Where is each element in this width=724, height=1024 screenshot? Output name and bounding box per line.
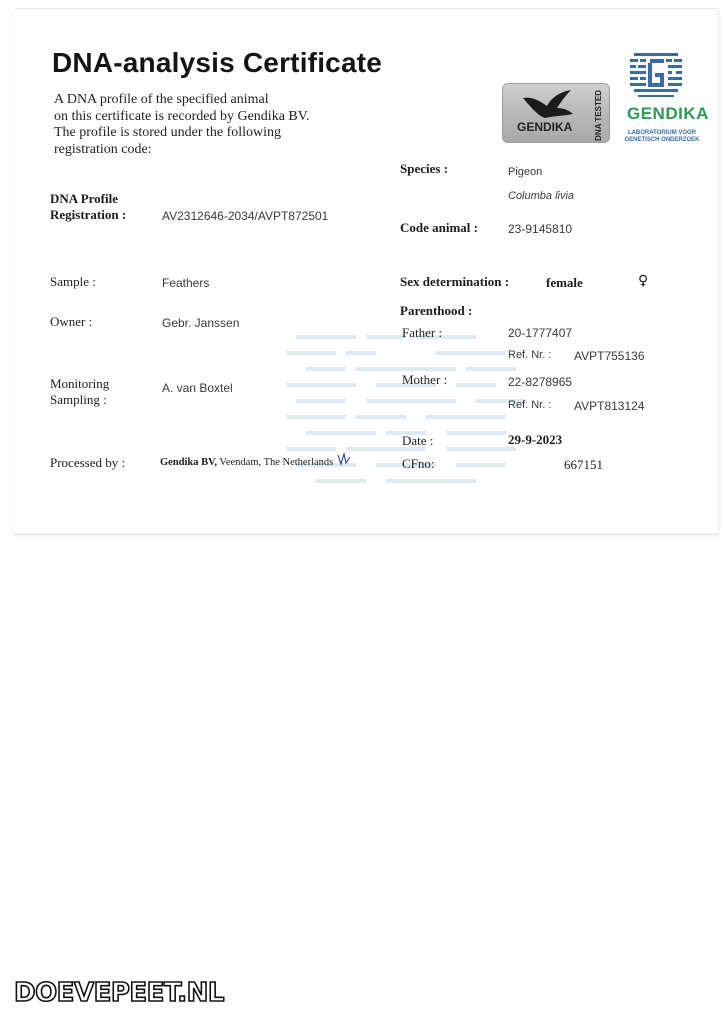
sample-value: Feathers (162, 276, 210, 290)
date-value: 29-9-2023 (508, 432, 563, 447)
processed-by-location: Veendam, The Netherlands (217, 457, 334, 468)
dna-tested-badge (502, 83, 610, 143)
logo-subtitle-line: GENETISCH ONDERZOEK (624, 137, 700, 143)
gendika-logo-subtitle (624, 130, 700, 144)
parenthood-label: Parenthood : (400, 303, 473, 318)
processed-by-company: Gendika BV, (160, 457, 217, 468)
monitoring-value: A. van Boxtel (162, 381, 233, 395)
sex-determination-label: Sex determination : (400, 274, 510, 289)
signature-mark (337, 451, 353, 467)
species-value: Pigeon (508, 166, 543, 178)
owner-value: Gebr. Janssen (162, 316, 240, 330)
gendika-logo-name: GENDIKA (627, 104, 709, 123)
certificate-card (14, 8, 719, 535)
father-ref-label: Ref. Nr. : (508, 349, 552, 361)
code-animal-value: 23-9145810 (508, 222, 573, 236)
mother-ref-value: AVPT813124 (574, 399, 645, 413)
cfno-value: 667151 (564, 457, 603, 472)
owner-label: Owner : (50, 314, 93, 329)
intro-text (54, 92, 310, 158)
sex-value: female (546, 275, 583, 290)
female-symbol-icon: ♀ (638, 273, 649, 289)
code-animal-label: Code animal : (400, 220, 478, 235)
registration-label: Registration : (50, 207, 127, 222)
monitoring-label: Monitoring (50, 376, 110, 391)
species-label: Species : (400, 161, 449, 176)
mother-value: 22-8278965 (508, 375, 573, 389)
cfno-label: CFno: (402, 456, 435, 471)
intro-line: The profile is stored under the following (54, 125, 282, 140)
mother-label: Mother : (402, 372, 448, 387)
intro-line: on this certificate is recorded by Gendika BV. (54, 108, 310, 124)
intro-line: A DNA profile of the specified animal (54, 92, 269, 107)
father-ref-value: AVPT755136 (574, 349, 645, 363)
mother-ref-label: Ref. Nr. : (508, 399, 552, 411)
site-watermark: DOEVEPEET.NL (14, 978, 224, 1008)
dna-profile-label: DNA Profile (50, 191, 118, 206)
processed-by-label: Processed by : (50, 455, 126, 470)
species-latin-value: Columba livia (508, 190, 575, 202)
intro-line: registration code: (54, 141, 152, 157)
badge-side-text: DNA TESTED (594, 90, 603, 141)
sample-label: Sample : (50, 274, 96, 289)
registration-value: AV2312646-2034/AVPT872501 (162, 209, 329, 223)
logo-subtitle-line: LABORATORIUM VOOR (627, 130, 697, 136)
bird-icon (519, 88, 579, 124)
processed-by-value (160, 457, 333, 468)
date-label: Date : (402, 433, 434, 448)
badge-text: GENDIKA (517, 120, 573, 134)
father-label: Father : (402, 325, 443, 340)
sampling-label: Sampling : (50, 392, 107, 407)
certificate-title: DNA-analysis Certificate (52, 47, 383, 78)
gendika-logo-icon (628, 51, 684, 99)
father-value: 20-1777407 (508, 326, 573, 340)
